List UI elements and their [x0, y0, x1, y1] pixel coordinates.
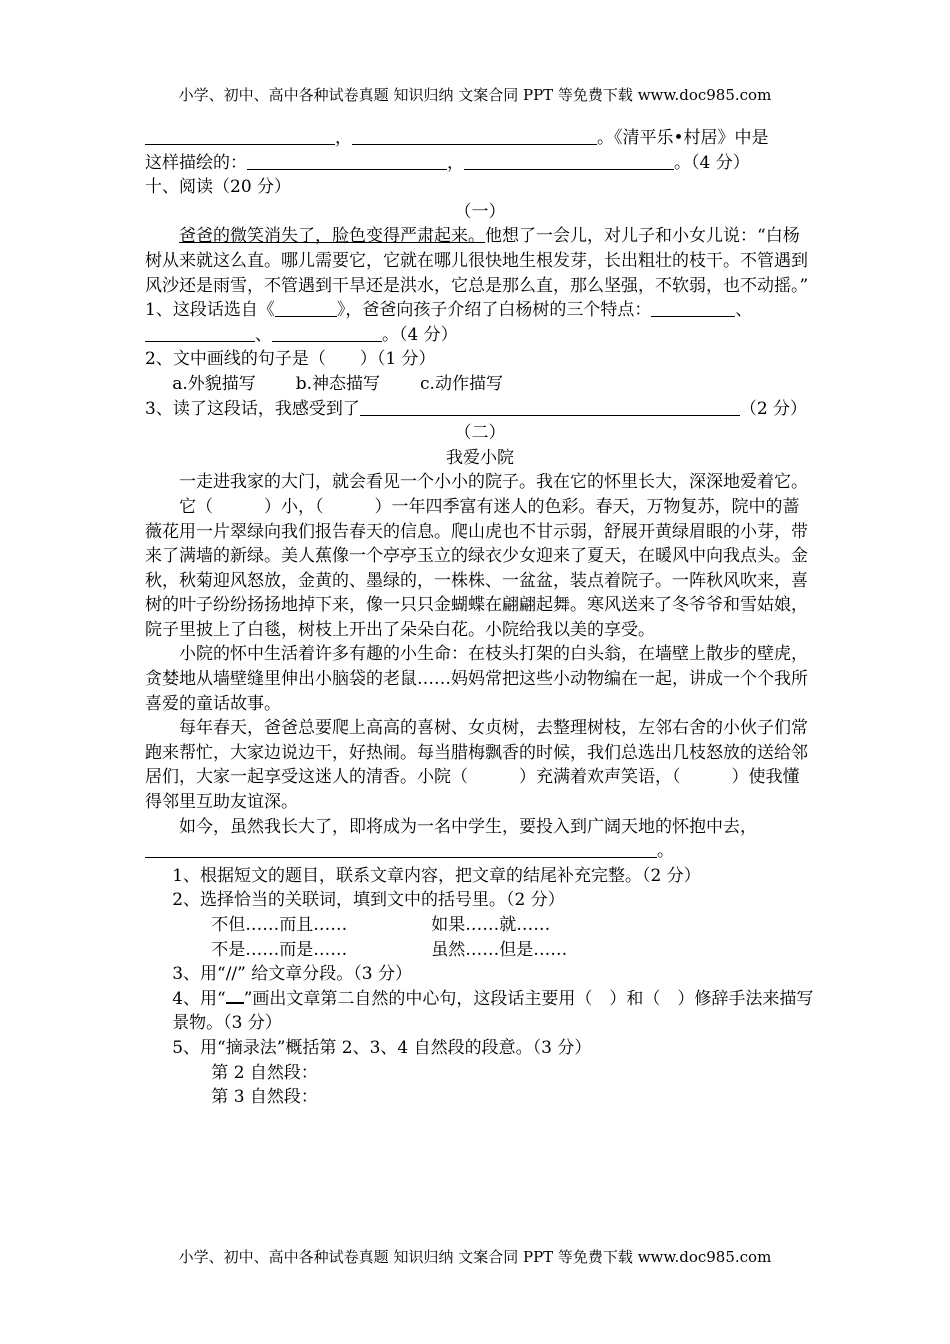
summary-item: 第 2 自然段：: [211, 1062, 318, 1083]
part1-question-2-options: [145, 372, 815, 397]
answer-blank[interactable]: [145, 324, 255, 342]
option-a[interactable]: a.外貌描写: [172, 373, 256, 394]
underlined-sentence: 爸爸的微笑消失了，脸色变得严肃起来。: [179, 226, 485, 247]
part1-passage: 爸爸的微笑消失了，脸色变得严肃起来。他想了一会儿，对儿子和小女儿说：“白杨树从来就这么直。哪儿需要它，它就在哪儿很快地生根发芽，长出粗壮的枝干。不管遇到风沙还是雨雪，不管遇到干旱还是洪水，它总是那么直，那么坚强，不软弱，也不动摇。”: [145, 226, 809, 296]
conjunction-option: 不但……而且……: [211, 915, 348, 935]
option-b[interactable]: b.神态描写: [295, 373, 381, 394]
conjunction-row: [145, 913, 815, 938]
passage-paragraph: 每年春天，爸爸总要爬上高高的喜树、女贞树，去整理树枝，左邻右舍的小伙子们常跑来帮忙，大家边说边干，好热闹。每当腊梅飘香的时候，我们总选出几枝怒放的送给邻居们，大家一起享受这迷人的清香。小院（ ）充满着欢声笑语，（ ）使我懂得邻里互助友谊深。: [145, 718, 808, 813]
part2-question-4: 4、用“ ”画出文章第二自然的中心句，这段话主要用（ ）和（ ）修辞手法来描写景物。（3 分）: [172, 988, 814, 1034]
answer-blank[interactable]: [352, 127, 597, 145]
passage-paragraph: 一走进我家的大门，就会看见一个小小的院子。我在它的怀里长大，深深地爱着它。: [179, 472, 808, 493]
passage-paragraph: 小院的怀中生活着许多有趣的小生命：在枝头打架的白头翁，在墙壁上散步的壁虎，贪婪地从墙壁缝里伸出小脑袋的老鼠……妈妈常把这些小动物编在一起，讲成一个个我所喜爱的童话故事。: [145, 644, 808, 714]
section-title: 十、阅读（20 分）: [145, 177, 292, 198]
answer-blank[interactable]: [247, 152, 447, 170]
part2-question-1: 1、根据短文的题目，联系文章内容，把文章的结尾补充完整。（2 分）: [172, 865, 701, 886]
conjunction-row: [145, 938, 815, 963]
part2-question-3: 3、用“//” 给文章分段。（3 分）: [172, 964, 412, 985]
part2-question-5: 5、用“摘录法”概括第 2、3、4 自然段的段意。（3 分）: [172, 1037, 592, 1058]
q9-line2: 这样描绘的： ， 。（4 分）: [145, 152, 750, 173]
passage-last-paragraph: 如今，虽然我长大了，即将成为一名中学生，要投入到广阔天地的怀抱中去，。: [145, 815, 815, 864]
summary-item: 第 3 自然段：: [211, 1087, 318, 1108]
answer-blank[interactable]: [275, 299, 337, 317]
part2-label: （二）: [454, 423, 506, 444]
part2-question-2: 2、选择恰当的关联词，填到文中的括号里。（2 分）: [172, 890, 565, 911]
q9-line1: ， 。《清平乐•村居》中是: [145, 126, 815, 151]
page-body: [145, 126, 815, 1110]
part1-question-3: 3、读了这段话，我感受到了 （2 分）: [145, 398, 808, 419]
answer-blank[interactable]: [464, 152, 674, 170]
passage-paragraph: 它（ ）小，（ ）一年四季富有迷人的色彩。春天，万物复苏，院中的蔷薇花用一片翠绿向我们报告春天的信息。爬山虎也不甘示弱，舒展开黄绿眉眼的小芽，带来了满墙的新绿。美人蕉像一个亭亭玉立的绿衣少女迎来了夏天，在暖风中向我点头。金秋，秋菊迎风怒放，金黄的、墨绿的，一株株、一盆盆，装点着院子。一阵秋风吹来，喜树的叶子纷纷扬扬地掉下来，像一只只金蝴蝶在翩翩起舞。寒风送来了冬爷爷和雪姑娘，院子里披上了白毯，树枝上开出了朵朵白花。小院给我以美的享受。: [145, 496, 808, 640]
conjunction-option: 虽然……但是……: [431, 939, 568, 960]
page-header: 小学、初中、高中各种试卷真题 知识归纳 文案合同 PPT 等免费下载 www.doc985.com: [178, 86, 772, 104]
part1-label: （一）: [454, 201, 506, 222]
answer-blank[interactable]: [145, 840, 657, 858]
part1-question-1: 1、这段话选自《 》，爸爸向孩子介绍了白杨树的三个特点： 、 、 。（4 分）: [145, 300, 753, 345]
conjunction-option: 如果……就……: [431, 915, 551, 935]
answer-blank[interactable]: [145, 127, 335, 145]
part1-question-2: 2、文中画线的句子是（ ）（1 分）: [145, 349, 436, 370]
answer-blank[interactable]: [651, 299, 735, 317]
underline-mark: [226, 988, 244, 1004]
passage-title: 我爱小院: [446, 447, 514, 468]
answer-blank[interactable]: [360, 398, 740, 416]
answer-blank[interactable]: [272, 324, 382, 342]
conjunction-option: 不是……而是……: [211, 939, 348, 960]
option-c[interactable]: c.动作描写: [420, 373, 503, 394]
page-footer: 小学、初中、高中各种试卷真题 知识归纳 文案合同 PPT 等免费下载 www.doc985.com: [178, 1248, 772, 1266]
